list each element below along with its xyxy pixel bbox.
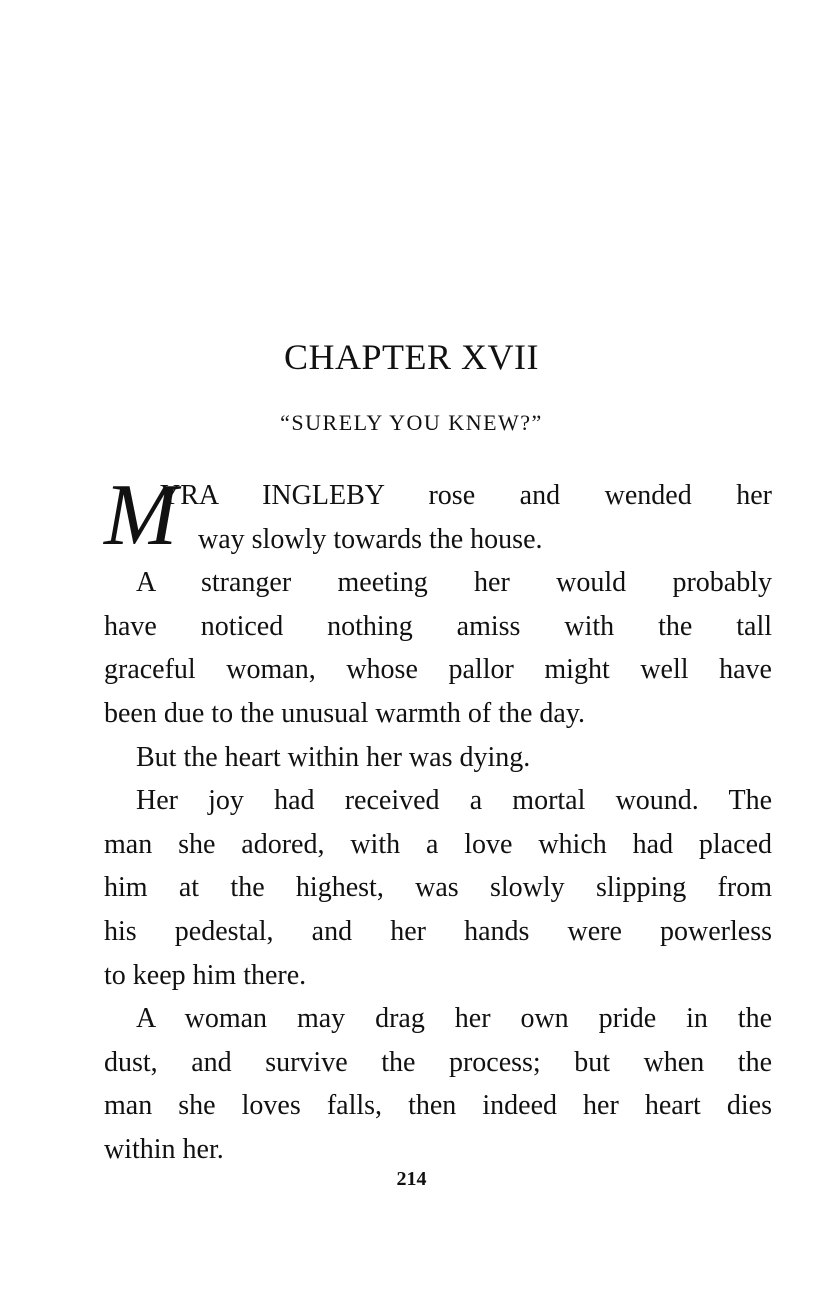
- chapter-subtitle: “SURELY YOU KNEW?”: [280, 410, 543, 435]
- text-line: man she adored, with a love which had placed: [104, 828, 772, 860]
- text-line: A woman may drag her own pride in the: [136, 1003, 772, 1035]
- text-line: Her joy had received a mortal wound. The: [136, 785, 772, 817]
- text-line: been due to the unusual warmth of the day.: [104, 697, 586, 729]
- text-line: But the heart within her was dying.: [136, 741, 531, 773]
- text-line: have noticed nothing amiss with the tall: [104, 610, 772, 642]
- drop-cap: M: [104, 467, 178, 564]
- chapter-title: CHAPTER XVII: [284, 337, 539, 377]
- text-line: him at the highest, was slowly slipping from: [104, 872, 772, 904]
- text-line: graceful woman, whose pallor might well have: [104, 654, 772, 686]
- body-text: [104, 467, 772, 1172]
- text-line: way slowly towards the house.: [198, 523, 543, 555]
- text-line: A stranger meeting her would probably: [136, 567, 772, 599]
- text-line: within her.: [104, 1133, 224, 1165]
- text-line: to keep him there.: [104, 959, 307, 991]
- text-line: YRA INGLEBY rose and wended her: [160, 480, 772, 511]
- text-line: man she loves falls, then indeed her heart dies: [104, 1090, 772, 1122]
- page-number: 214: [396, 1168, 427, 1190]
- text-line: his pedestal, and her hands were powerless: [104, 915, 772, 947]
- text-line: dust, and survive the process; but when the: [104, 1046, 772, 1078]
